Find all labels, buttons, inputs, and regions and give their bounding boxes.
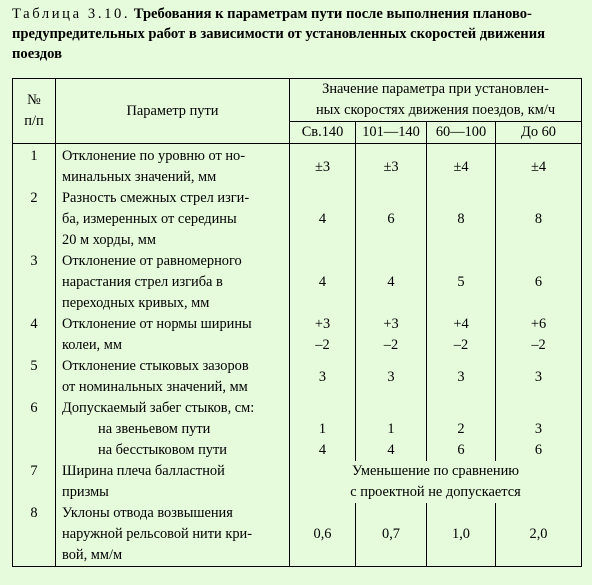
header-param: Параметр пути — [56, 79, 290, 144]
cell-value: 4 — [290, 440, 356, 461]
cell-value: 3 — [427, 356, 496, 398]
merged-value — [290, 461, 582, 503]
tolerance-minus: –2 — [383, 337, 399, 353]
table-caption — [12, 4, 584, 64]
tolerance-plus: +4 — [453, 316, 469, 332]
param-line: Ширина плеча балластной — [62, 463, 225, 479]
table-row — [13, 188, 582, 251]
row-number: 7 — [13, 461, 56, 503]
subrow-label: на звеньевом пути — [56, 419, 290, 440]
param-line: Разность смежных стрел изги- — [62, 190, 250, 206]
cell-value: 8 — [496, 188, 582, 251]
cell-value: 2 — [427, 419, 496, 440]
cell-value — [427, 314, 496, 356]
param-line: нарастания стрел изгиба в — [62, 274, 223, 290]
header-group-line2: ных скоростях движения поездов, км/ч — [315, 102, 556, 118]
row-number: 1 — [13, 144, 56, 189]
row-parameter — [56, 144, 290, 189]
param-line: Уклоны отвода возвышения — [62, 505, 233, 521]
header-speed-group — [290, 79, 582, 122]
table-row — [13, 503, 582, 567]
requirements-table — [12, 78, 582, 567]
table-row — [13, 461, 582, 503]
cell-value: 1 — [356, 419, 427, 440]
cell-value: 3 — [496, 419, 582, 440]
row-parameter — [56, 251, 290, 314]
header-group-line1: Значение параметра при установлен- — [322, 81, 549, 97]
header-num-line2: п/п — [24, 113, 44, 129]
param-line: переходных кривых, мм — [62, 295, 210, 311]
cell-value: 8 — [427, 188, 496, 251]
table-row — [13, 144, 582, 189]
cell-value: 3 — [290, 356, 356, 398]
table-row — [13, 314, 582, 356]
param-line: Отклонение от равномерного — [62, 253, 242, 269]
cell-value: 5 — [427, 251, 496, 314]
table-row — [13, 356, 582, 398]
tolerance-plus: +3 — [314, 316, 331, 332]
row-parameter — [56, 503, 290, 567]
row-parameter: Допускаемый забег стыков, см: — [56, 398, 290, 419]
param-line: призмы — [62, 484, 109, 500]
header-speed-1: Св.140 — [290, 122, 356, 144]
table-row — [13, 251, 582, 314]
tolerance-minus: –2 — [315, 337, 330, 353]
header-num-line1: № — [27, 92, 41, 108]
cell-value: 1,0 — [427, 503, 496, 567]
param-line: вой, мм/м — [62, 547, 123, 563]
table-subrow — [13, 440, 582, 461]
tolerance-plus: +6 — [530, 316, 547, 332]
table-number: Таблица 3.10. — [12, 6, 131, 22]
cell-value: ±3 — [356, 144, 427, 189]
header-num — [13, 79, 56, 144]
table-subrow — [13, 419, 582, 440]
cell-value: ±4 — [427, 144, 496, 189]
header-speed-3: 60—100 — [427, 122, 496, 144]
cell-value: 6 — [496, 251, 582, 314]
param-line: наружной рельсовой нити кри- — [62, 526, 253, 542]
cell-value: 4 — [290, 188, 356, 251]
row-parameter — [56, 461, 290, 503]
row-parameter — [56, 356, 290, 398]
param-line: минальных значений, мм — [62, 169, 217, 185]
param-line: Отклонение от нормы ширины — [62, 316, 252, 332]
header-speed-4: До 60 — [496, 122, 582, 144]
subrow-label: на бесстыковом пути — [56, 440, 290, 461]
cell-value: 6 — [356, 188, 427, 251]
tolerance-plus: +3 — [383, 316, 399, 332]
param-line: колеи, мм — [62, 337, 122, 353]
row-parameter — [56, 314, 290, 356]
cell-value — [496, 314, 582, 356]
cell-value: 0,7 — [356, 503, 427, 567]
param-line: ба, измеренных от середины — [62, 211, 237, 227]
header-speed-2: 101—140 — [356, 122, 427, 144]
table-row — [13, 398, 582, 419]
cell-value: 1 — [290, 419, 356, 440]
param-line: 20 м хорды, мм — [62, 232, 156, 248]
cell-value: 6 — [496, 440, 582, 461]
row-number: 5 — [13, 356, 56, 398]
param-line: от номинальных значений, мм — [62, 379, 248, 395]
cell-value: 4 — [356, 251, 427, 314]
row-number: 8 — [13, 503, 56, 567]
row-parameter — [56, 188, 290, 251]
merged-line: Уменьшение по сравнению — [351, 463, 520, 479]
table-title: Требования к параметрам пути после выполнения планово-предупредительных работ в зависимости от установленных скоростей движения поездов — [12, 6, 546, 62]
tolerance-minus: –2 — [531, 337, 546, 353]
cell-value: 3 — [356, 356, 427, 398]
param-line: Отклонение по уровню от но- — [62, 148, 246, 164]
cell-value: 4 — [290, 251, 356, 314]
cell-value — [290, 314, 356, 356]
merged-line: с проектной не допускается — [350, 484, 521, 500]
cell-value: ±4 — [496, 144, 582, 189]
param-line: Отклонение стыковых зазоров — [62, 358, 249, 374]
cell-value: 3 — [496, 356, 582, 398]
row-number: 4 — [13, 314, 56, 356]
cell-value: 0,6 — [290, 503, 356, 567]
row-number: 3 — [13, 251, 56, 314]
row-number: 2 — [13, 188, 56, 251]
cell-value — [356, 314, 427, 356]
cell-value: 4 — [356, 440, 427, 461]
cell-value: 2,0 — [496, 503, 582, 567]
cell-value: ±3 — [290, 144, 356, 189]
tolerance-minus: –2 — [453, 337, 469, 353]
row-number: 6 — [13, 398, 56, 419]
cell-value: 6 — [427, 440, 496, 461]
